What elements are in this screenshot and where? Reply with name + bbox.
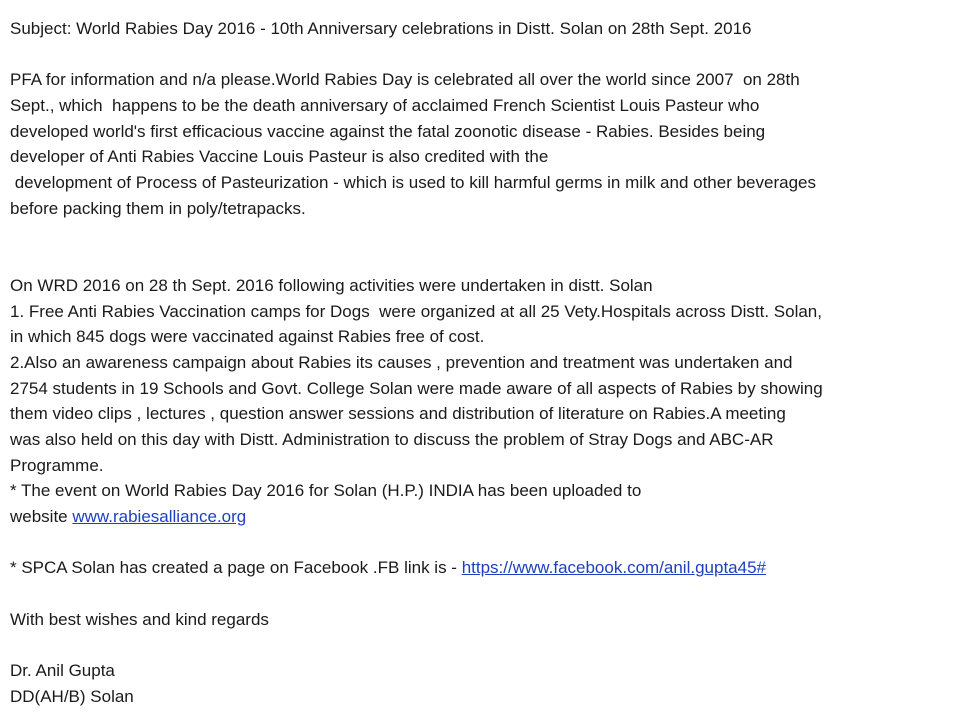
closing-line: With best wishes and kind regards <box>10 609 269 629</box>
intro-line-2: Sept., which happens to be the death anniversary of acclaimed French Scientist Louis Pasteur who <box>10 96 760 116</box>
facebook-prefix: * SPCA Solan has created a page on Facebook .FB link is - <box>10 558 462 578</box>
activities-line-4: 2.Also an awareness campaign about Rabies its causes , prevention and treatment was undertaken and <box>10 352 793 372</box>
intro-line-5: development of Process of Pasteurization - which is used to kill harmful germs in milk and other beverages <box>10 173 816 193</box>
spacer <box>10 247 946 273</box>
website-prefix: website <box>10 507 73 527</box>
signature-name: Dr. Anil Gupta <box>10 661 115 681</box>
email-body <box>10 16 946 710</box>
activities-line-2: 1. Free Anti Rabies Vaccination camps for Dogs were organized at all 25 Vety.Hospitals across Distt. Solan, <box>10 301 822 321</box>
spacer <box>10 222 946 248</box>
spacer <box>10 42 946 68</box>
website-line <box>10 504 946 530</box>
activities-line-1: On WRD 2016 on 28 th Sept. 2016 following activities were undertaken in distt. Solan <box>10 275 653 295</box>
subject-line: Subject: World Rabies Day 2016 - 10th Anniversary celebrations in Distt. Solan on 28th Sept. 2016 <box>10 19 752 38</box>
activities-line-5: 2754 students in 19 Schools and Govt. College Solan were made aware of all aspects of Rabies by showing <box>10 378 823 398</box>
spacer <box>10 581 946 607</box>
activities-line-9: * The event on World Rabies Day 2016 for Solan (H.P.) INDIA has been uploaded to <box>10 481 642 501</box>
activities-line-6: them video clips , lectures , question answer sessions and distribution of literature on Rabies.A meeting <box>10 404 786 424</box>
intro-line-3: developed world's first efficacious vaccine against the fatal zoonotic disease - Rabies. Besides being <box>10 121 766 141</box>
spacer <box>10 633 946 659</box>
spacer <box>10 530 946 556</box>
signature-title: DD(AH/B) Solan <box>10 686 134 706</box>
facebook-line <box>10 555 946 581</box>
activities-line-3: in which 845 dogs were vaccinated against Rabies free of cost. <box>10 327 485 347</box>
activities-line-7: was also held on this day with Distt. Administration to discuss the problem of Stray Dogs and ABC-AR <box>10 430 774 449</box>
rabies-alliance-link[interactable]: www.rabiesalliance.org <box>72 507 247 527</box>
intro-line-6: before packing them in poly/tetrapacks. <box>10 198 306 218</box>
intro-line-4: developer of Anti Rabies Vaccine Louis Pasteur is also credited with the <box>10 147 549 167</box>
intro-line-1: PFA for information and n/a please.World Rabies Day is celebrated all over the world since 2007 on 28th <box>10 70 800 90</box>
activities-line-8: Programme. <box>10 455 104 475</box>
facebook-link[interactable]: https://www.facebook.com/anil.gupta45# <box>461 558 766 578</box>
